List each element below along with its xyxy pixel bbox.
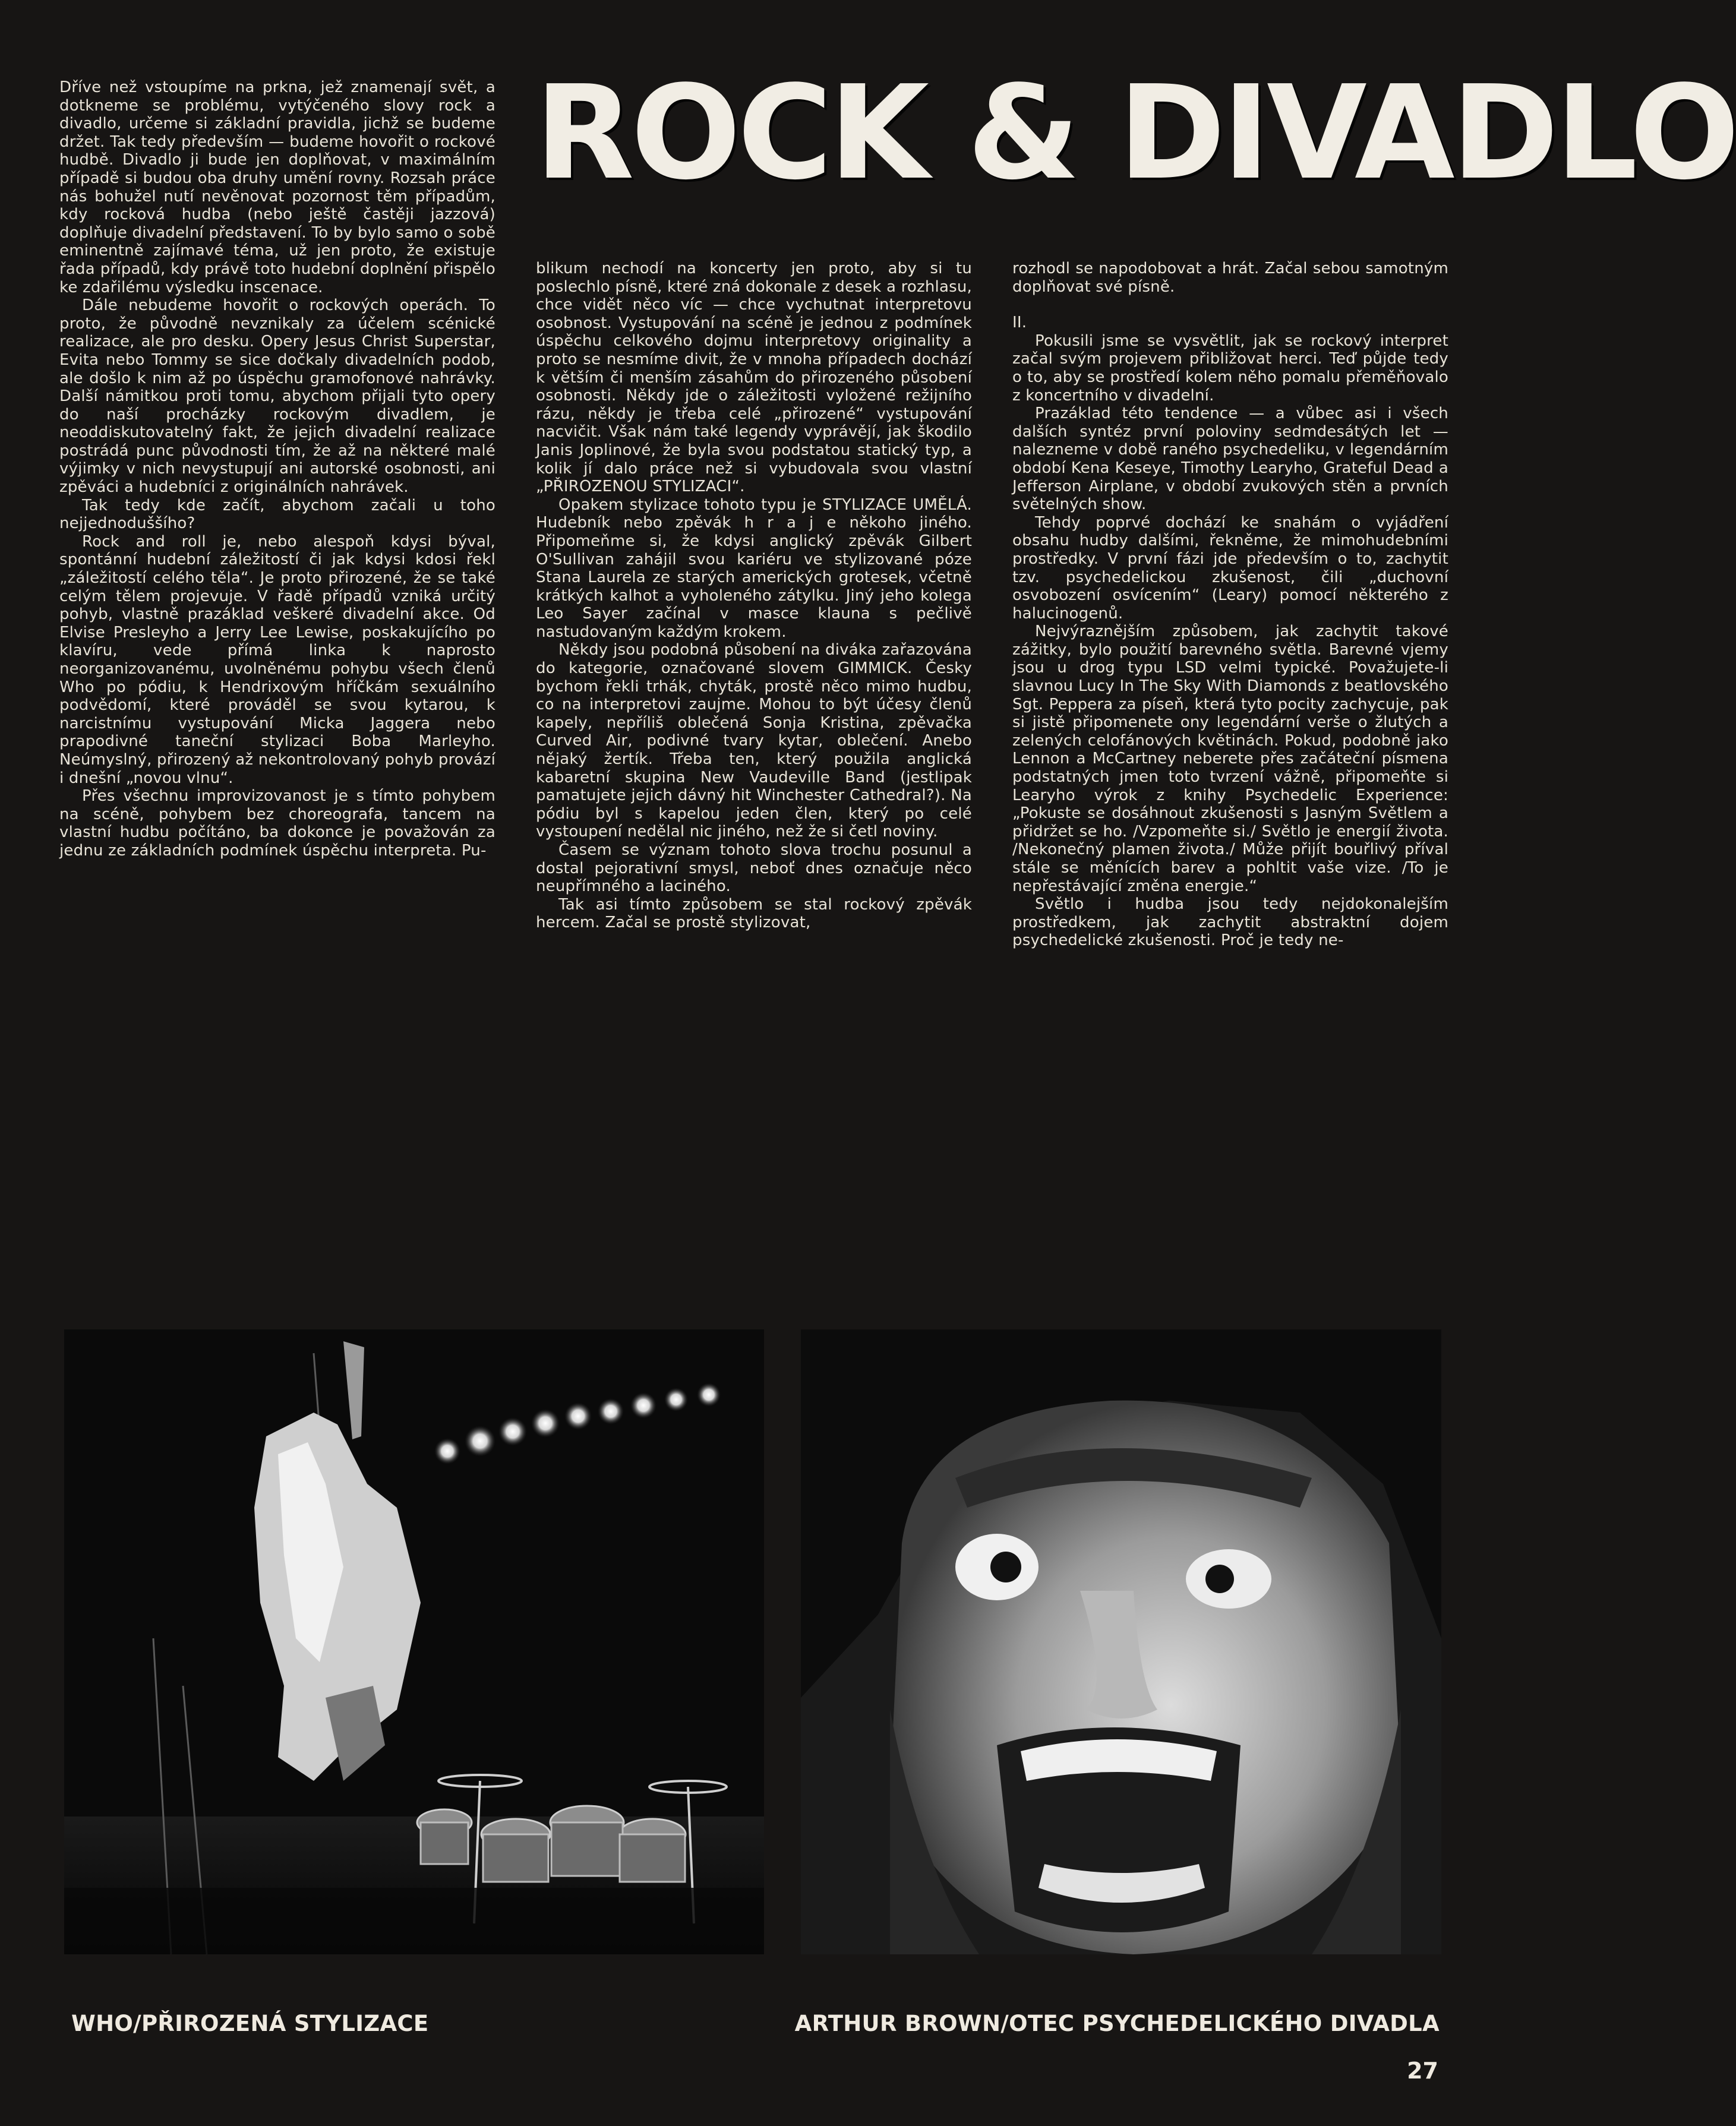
text-column-2 [536,260,972,932]
article-title: ROCK & DIVADLO [535,58,1736,209]
section-number: II. [1012,314,1027,332]
paragraph: Časem se význam tohoto slova trochu posunul a dostal pejorativní smysl, neboť dnes označuje něco neupřímného a laciného. [536,841,972,896]
paragraph: blikum nechodí na koncerty jen proto, aby si tu poslechlo písně, které zná dokonale z desek a rozhlasu, chce vidět něco víc — chce vychutnat interpretovu osobnost. Vystupování na scéně je jednou z podmínek úspěchu celkového dojmu interpretovy originality a proto se nesmíme divit, že v mnoha případech dochází k větším či menším zásahům do přirozeného působení osobnosti. Někdy jde o záležitosti vyložené režijního rázu, někdy je třeba celé „přirozené“ vystupování nacvičit. Však nám také legendy vyprávějí, jak škodilo Janis Joplinové, že byla svou podstatou statický typ, a kolik jí dalo práce než si vybudovala svou vlastní „PŘIROZENOU STYLIZACI“. [536,260,972,496]
paragraph: Prazáklad této tendence — a vůbec asi i všech dalších syntéz první poloviny sedmdesátých let — nalezneme v době raného psychedeliku, v legendárním období Kena Keseye, Timothy Learyho, Grateful Dead a Jefferson Airplane, v období zvukových stěn a prvních světelných show. [1012,405,1448,514]
photo-caption-right: ARTHUR BROWN/OTEC PSYCHEDELICKÉHO DIVADLA [794,2011,1440,2036]
paragraph: Přes všechnu improvizovanost je s tímto pohybem na scéně, pohybem bez choreografa, tancem na vlastní hudbu počítáno, ba dokonce je považován za jednu ze základních podmínek úspěchu interpreta. Pu- [59,787,495,860]
paragraph: Někdy jsou podobná působení na diváka zařazována do kategorie, označované slovem GIMMICK. Česky bychom řekli trhák, chyták, prostě něco mimo hudbu, co na interpretovi zaujme. Mohou to být účesy členů kapely, nepříliš oblečená Sonja Kristina, zpěvačka Curved Air, podivné tvary kytar, oblečení. Anebo nějaký žertík. Třeba ten, který použila anglická kabaretní skupina New Vaudeville Band (jestlipak pamatujete jejich dávný hit Winchester Cathedral?). Na pódiu byl s kapelou jeden člen, který po celé vystoupení nedělal nic jiného, než že si četl noviny. [536,641,972,841]
photo-caption-left: WHO/PŘIROZENÁ STYLIZACE [71,2011,429,2036]
paragraph: Opakem stylizace tohoto typu je STYLIZACE UMĚLÁ. Hudebník nebo zpěvák h r a j e někoho jiného. Připomeňme si, že kdysi anglický zpěvák Gilbert O'Sullivan zahájil svou kariéru ve stylizované póze Stana Laurela ze starých amerických grotesek, včetně krátkých kalhot a vyholeného zátylku. Jiný jeho kolega Leo Sayer začínal v masce klauna s pečlivě nastudovaným každým krokem. [536,495,972,641]
photo-arthur-brown [801,1329,1441,1954]
paragraph: Tehdy poprvé dochází ke snahám o vyjádření obsahu hudby dalšími, řekněme, že mimohudebními prostředky. V první fázi jde především o to, zachytit tzv. psychedelickou zkušenost, čili „duchovní osvobození osvícením“ (Leary) pomocí některého z halucinogenů. [1012,513,1448,623]
paragraph: Tak tedy kde začít, abychom začali u toho nejjednoduššího? [59,496,495,533]
paragraph: Pokusili jsme se vysvětlit, jak se rockový interpret začal svým projevem přibližovat herci. Teď půjde tedy o to, aby se prostředí kolem něho pomalu přeměňovalo z koncertního v divadelní. [1012,331,1448,405]
paragraph: rozhodl se napodobovat a hrát. Začal sebou samotným doplňovat své písně. [1012,260,1448,296]
page-number: 27 [1407,2058,1438,2084]
paragraph: Dále nebudeme hovořit o rockových operách. To proto, že původně nevznikaly za účelem scénické realizace, ale pro desku. Opery Jesus Christ Superstar, Evita nebo Tommy se sice dočkaly divadelních podob, ale došlo k nim až po úspěchu gramofonové nahrávky. Další námitkou proti tomu, abychom přijali tyto opery do naší procházky rockovým divadlem, je neoddiskutovatelný fakt, že jejich divadelní realizace postrádá punc původnosti tím, že až na některé malé výjimky v nich nevystupují ani autorské osobnosti, ani zpěváci a hudebníci z originálních nahrávek. [59,296,495,497]
concert-illustration [64,1329,764,1954]
text-column-1 [59,78,495,860]
portrait-illustration [801,1329,1441,1954]
paragraph: Dříve než vstoupíme na prkna, jež znamenají svět, a dotkneme se problému, vytýčeného slovy rock a divadlo, určeme si základní pravidla, jichž se budeme držet. Tak tedy především — budeme hovořit o rockové hudbě. Divadlo ji bude jen doplňovat, v maximálním případě si budou oba druhy umění rovny. Rozsah práce nás bohužel nutí nevěnovat pozornost těm případům, kdy rocková hudba (nebo ještě častěji jazzová) doplňuje divadelní představení. To by bylo samo o sobě eminentně zajímavé téma, už jen proto, že existuje řada případů, kdy právě toto hudební doplnění přispělo ke zdařilému výsledku inscenace. [59,78,495,296]
paragraph: Nejvýraznějším způsobem, jak zachytit takové zážitky, bylo použití barevného světla. Barevné vjemy jsou u drog typu LSD velmi typické. Považujete-li slavnou Lucy In The Sky With Diamonds z beatlovského Sgt. Peppera za píseň, která tyto pocity zachycuje, pak si jistě připomenete ony legendární verše o žlutých a zelených celofánových květinách. Pokud, podobně jako Lennon a McCartney neberete přes začáteční písmena podstatných jmen toto tvrzení vážně, připomeňte si Learyho výrok z knihy Psychedelic Experience: „Pokuste se dosáhnout zkušenosti s Jasným Světlem a přidržet se ho. /Vzpomeňte si./ Světlo je energií života. /Nekonečný plamen života./ Může přijít bouřlivý příval stále se měnících barev a pohltit vaše vize. /To je nepřestávající změna energie.“ [1012,623,1448,895]
photo-who-concert [64,1329,764,1954]
text-column-3 [1012,260,1448,950]
paragraph: Tak asi tímto způsobem se stal rockový zpěvák hercem. Začal se prostě stylizovat, [536,895,972,932]
paragraph: Světlo i hudba jsou tedy nejdokonalejším prostředkem, jak zachytit abstraktní dojem psychedelické zkušenosti. Proč je tedy ne- [1012,895,1448,950]
paragraph: Rock and roll je, nebo alespoň kdysi býval, spontánní hudební záležitostí či jak kdysi kdosi řekl „záležitostí celého těla“. Je proto přirozené, že se také celým tělem projevuje. V řadě případů vzniká určitý pohyb, vlastně prazáklad veškeré divadelní akce. Od Elvise Presleyho a Jerry Lee Lewise, poskakujícího po klavíru, vede přímá linka k naprosto neorganizovanému, uvolněnému pohybu všech členů Who po pódiu, k Hendrixovým hříčkám sexuálního podvědomí, které prováděl se svou kytarou, k narcistnímu vystupování Micka Jaggera nebo prapodivné taneční stylizaci Boba Marleyho. Neúmyslný, přirozený až nekontrolovaný pohyb provází i dnešní „novou vlnu“. [59,532,495,787]
